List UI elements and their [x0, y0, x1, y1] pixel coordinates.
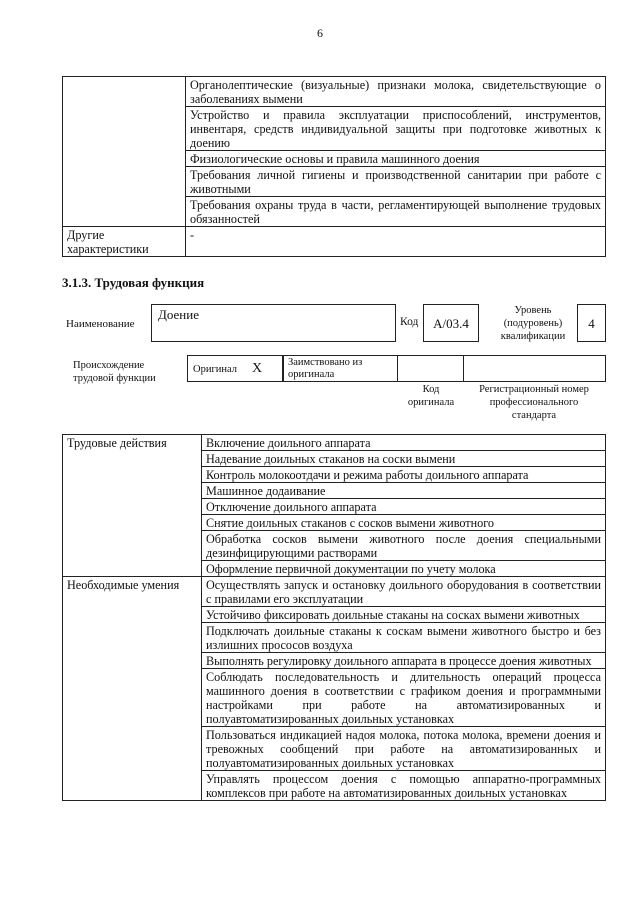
- skill-item: Подключать доильные стаканы к соскам вымени животного быстро и без излишних прососов воздуха: [202, 623, 606, 653]
- labor-actions-label: Трудовые действия: [63, 435, 202, 577]
- borrowed-label: Заимствовано из оригинала: [288, 357, 363, 380]
- labor-action-item: Отключение доильного аппарата: [202, 499, 606, 515]
- knowledge-label-cell: [63, 77, 186, 227]
- labor-action-item: Оформление первичной документации по учету молока: [202, 561, 606, 577]
- code-box: [423, 304, 479, 342]
- section-title: 3.1.3. Трудовая функция: [62, 275, 205, 290]
- skill-item: Соблюдать последовательность и длительность операций процесса машинного доения в соответствии с графиком доения и программными настройками при работе на автоматизированных и полуавтоматизированных доильных установках: [202, 669, 606, 727]
- code-value: A/03.4: [433, 316, 469, 331]
- skill-item: Управлять процессом доения с помощью аппаратно-программных комплексов при работе на автоматизированных доильных установках: [202, 771, 606, 801]
- origin-label: Происхождение трудовой функции: [73, 360, 156, 384]
- knowledge-item: Устройство и правила эксплуатации приспособлений, инструментов, инвентаря, средств индивидуальной защиты при подготовке животных к доению: [186, 107, 606, 151]
- reg-number-caption: Регистрационный номер профессионального стандарта: [479, 384, 589, 421]
- labor-function-table: [62, 434, 606, 801]
- page-number: 6: [317, 26, 323, 40]
- knowledge-item: Требования личной гигиены и производственной санитарии при работе с животными: [186, 167, 606, 197]
- skill-item: Выполнять регулировку доильного аппарата в процессе доения животных: [202, 653, 606, 669]
- knowledge-table: [62, 76, 606, 257]
- code-label: Код: [400, 316, 419, 328]
- labor-action-item: Контроль молокоотдачи и режима работы доильного аппарата: [202, 467, 606, 483]
- original-mark: X: [252, 361, 263, 376]
- level-value: 4: [588, 316, 595, 331]
- borrowed-box: [283, 355, 398, 382]
- knowledge-item: Органолептические (визуальные) признаки молока, свидетельствующие о заболеваниях вымени: [186, 77, 606, 107]
- reg-number-box: [463, 355, 606, 382]
- other-characteristics-value: -: [186, 227, 606, 257]
- name-value: Доение: [158, 307, 199, 322]
- skill-item: Осуществлять запуск и остановку доильного оборудования в соответствии с правилами его эксплуатации: [202, 577, 606, 607]
- original-box: [187, 355, 283, 382]
- knowledge-item: Требования охраны труда в части, регламентирующей выполнение трудовых обязанностей: [186, 197, 606, 227]
- labor-action-item: Надевание доильных стаканов на соски вымени: [202, 451, 606, 467]
- labor-action-item: Включение доильного аппарата: [202, 435, 606, 451]
- skill-item: Устойчиво фиксировать доильные стаканы на сосках вымени животных: [202, 607, 606, 623]
- name-box: [151, 304, 396, 342]
- labor-action-item: Машинное додаивание: [202, 483, 606, 499]
- skills-label: Необходимые умения: [63, 577, 202, 801]
- skill-item: Пользоваться индикацией надоя молока, потока молока, времени доения и тревожных сообщений при работе на автоматизированных и полуавтоматизированных доильных установках: [202, 727, 606, 771]
- labor-action-item: Снятие доильных стаканов с сосков вымени животного: [202, 515, 606, 531]
- original-code-box: [397, 355, 464, 382]
- other-characteristics-label: Другие характеристики: [63, 227, 186, 257]
- original-code-caption: Код оригинала: [407, 384, 455, 408]
- original-label: Оригинал: [193, 364, 237, 375]
- level-label: Уровень (подуровень) квалификации: [500, 305, 566, 342]
- level-box: [577, 304, 606, 342]
- knowledge-item: Физиологические основы и правила машинного доения: [186, 151, 606, 167]
- labor-action-item: Обработка сосков вымени животного после доения специальными дезинфицирующими растворами: [202, 531, 606, 561]
- name-label: Наименование: [66, 318, 135, 330]
